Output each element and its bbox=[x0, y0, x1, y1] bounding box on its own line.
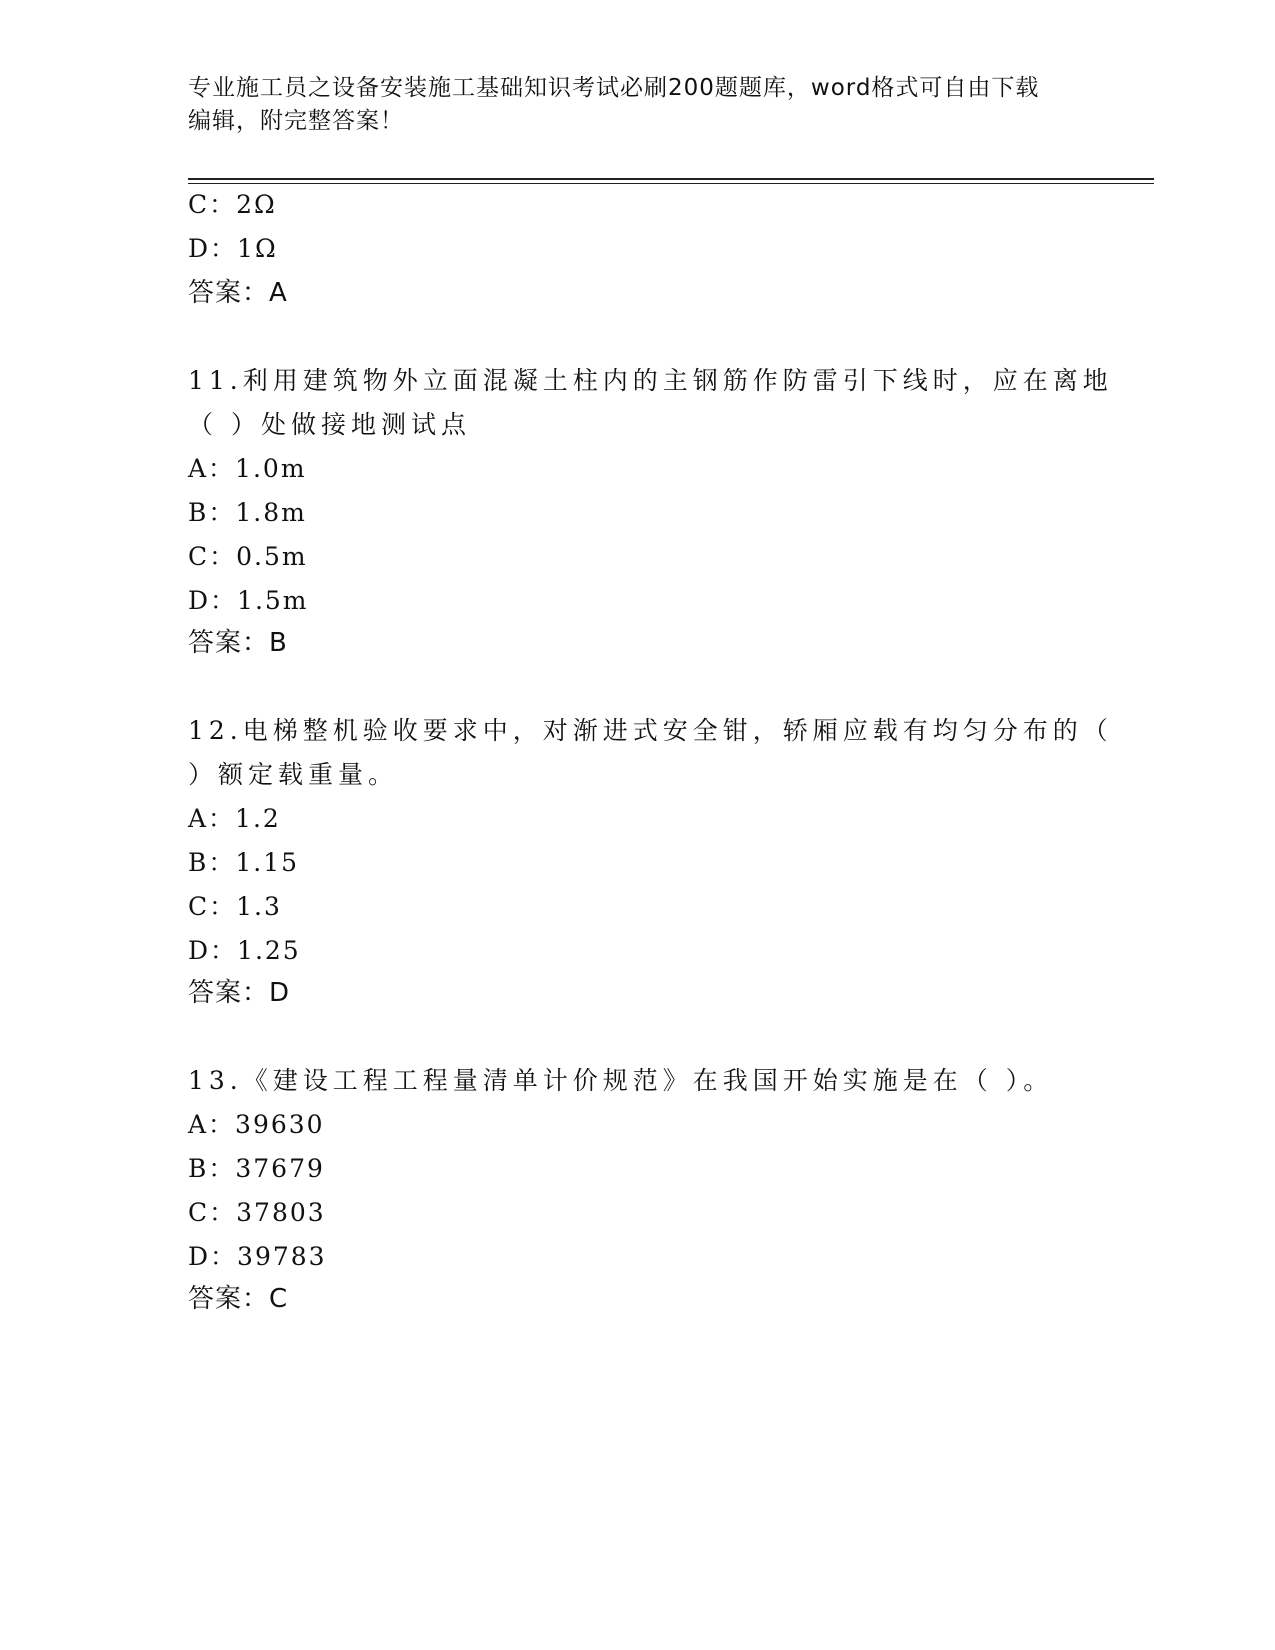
prev-answer: 答案：A bbox=[188, 278, 288, 308]
q12-option-d: D：1.25 bbox=[188, 936, 301, 965]
prev-option-d: D：1Ω bbox=[188, 234, 278, 263]
q12-option-b: B：1.15 bbox=[188, 848, 300, 877]
q13-text-line-1: 13.《建设工程工程量清单计价规范》在我国开始实施是在（ ）。 bbox=[188, 1066, 1054, 1095]
q11-text-line-2: （ ）处做接地测试点 bbox=[188, 410, 471, 439]
q13-option-d: D：39783 bbox=[188, 1242, 327, 1271]
q11-option-c: C：0.5m bbox=[188, 542, 308, 571]
q13-option-a: A：39630 bbox=[188, 1110, 325, 1139]
q11-text-line-1: 11.利用建筑物外立面混凝土柱内的主钢筋作防雷引下线时，应在离地 bbox=[188, 366, 1113, 395]
header-title-line-1: 专业施工员之设备安装施工基础知识考试必刷200题题库，word格式可自由下载 bbox=[188, 75, 1040, 101]
q13-option-c: C：37803 bbox=[188, 1198, 326, 1227]
q12-option-c: C：1.3 bbox=[188, 892, 282, 921]
prev-option-c: C：2Ω bbox=[188, 190, 277, 219]
header-title-line-2: 编辑，附完整答案！ bbox=[188, 108, 404, 134]
q13-option-b: B：37679 bbox=[188, 1154, 325, 1183]
header-divider bbox=[188, 178, 1154, 184]
q12-text-line-2: ）额定载重量。 bbox=[188, 760, 399, 789]
q11-option-b: B：1.8m bbox=[188, 498, 307, 527]
q11-option-a: A：1.0m bbox=[188, 454, 307, 483]
q12-option-a: A：1.2 bbox=[188, 804, 281, 833]
q13-answer: 答案：C bbox=[188, 1284, 289, 1314]
q12-answer: 答案：D bbox=[188, 978, 291, 1008]
q12-text-line-1: 12.电梯整机验收要求中，对渐进式安全钳，轿厢应载有均匀分布的（ bbox=[188, 716, 1113, 745]
q11-answer: 答案：B bbox=[188, 628, 288, 658]
document-header bbox=[188, 72, 1088, 138]
q11-option-d: D：1.5m bbox=[188, 586, 309, 615]
